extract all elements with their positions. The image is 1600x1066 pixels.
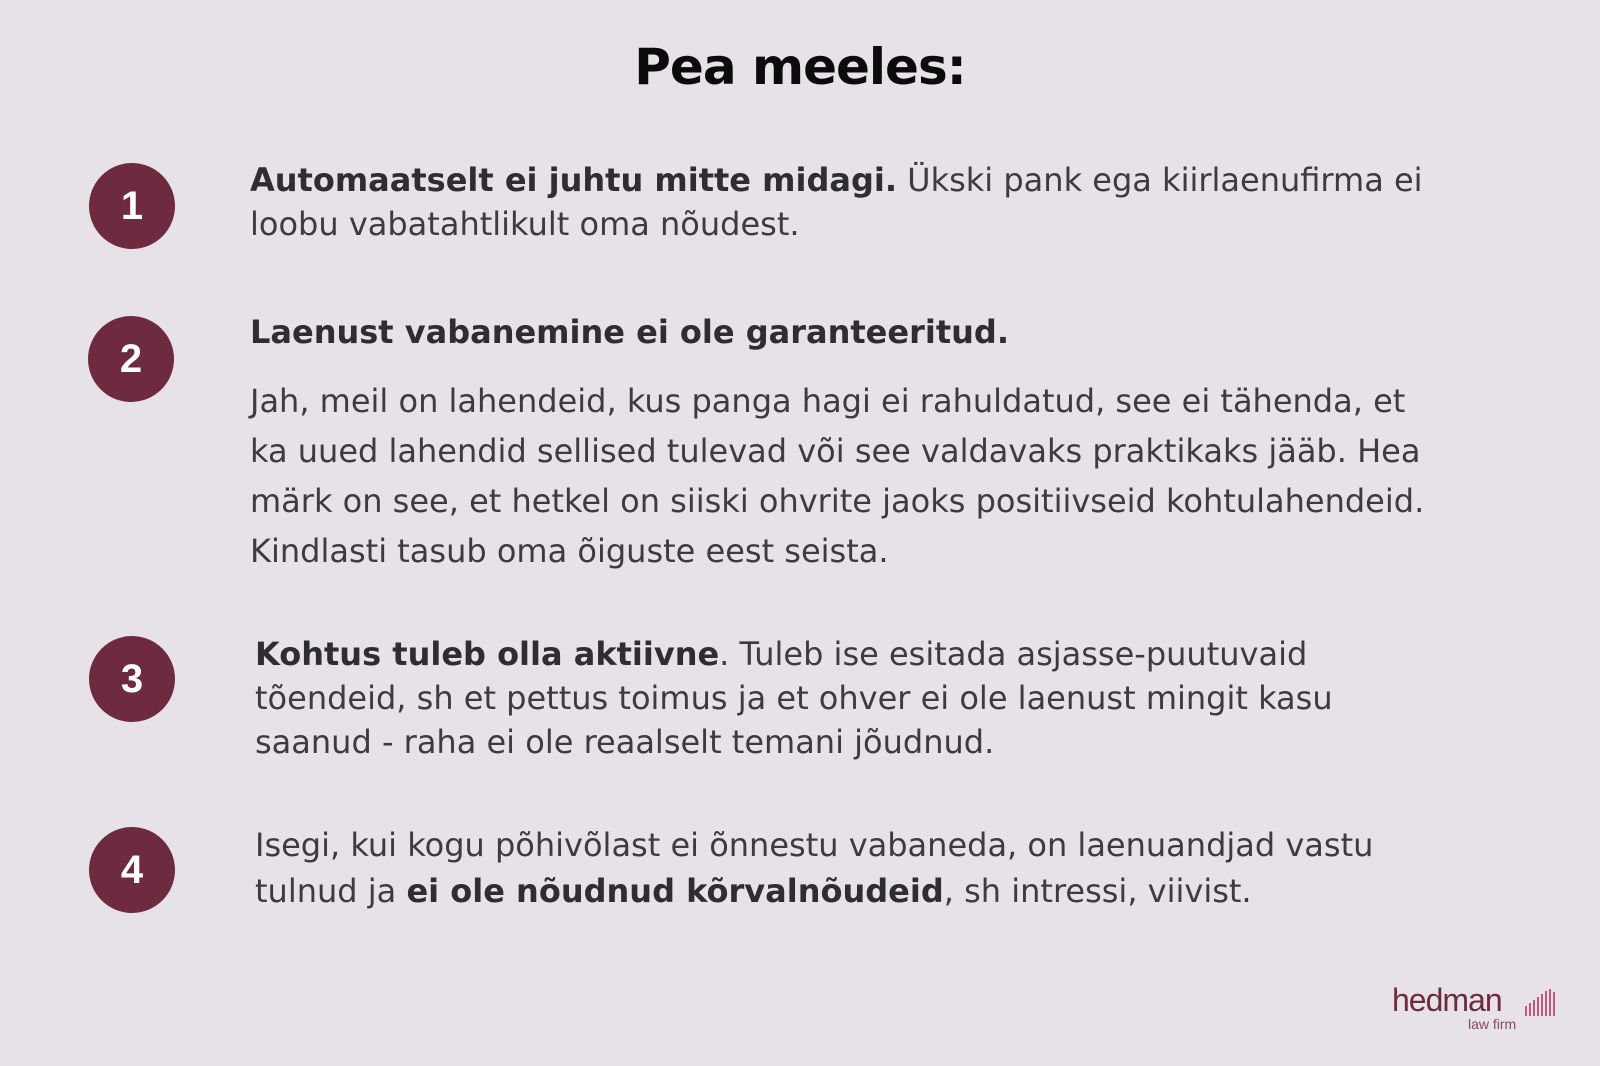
list-item-2: [250, 310, 1430, 576]
item-3-bold: Kohtus tuleb olla aktiivne: [255, 635, 720, 673]
item-4-text-before: Isegi, kui kogu põhivõlast ei õnnestu vabaneda, on laenuandjad vastu tulnud ja: [255, 826, 1374, 910]
item-4-text-after: , sh intressi, viivist.: [943, 872, 1252, 910]
number-badge-3: 3: [89, 636, 175, 722]
item-2-text: Jah, meil on lahendeid, kus panga hagi ei rahuldatud, see ei tähenda, et ka uued lahendid sellised tulevad või see valdavaks praktikaks jääb. Hea märk on see, et hetkel on siiski ohvrite jaoks positiivseid kohtulahendeid. Kindlasti tasub oma õiguste eest seista.: [250, 382, 1425, 570]
page-title: Pea meeles:: [634, 38, 966, 96]
item-3-text: . Tuleb ise esitada asjasse-puutuvaid tõendeid, sh et pettus toimus ja et ohver ei ole laenust mingit kasu saanud - raha ei ole reaalselt temani jõudnud.: [255, 635, 1333, 761]
number-badge-4: 4: [89, 827, 175, 913]
list-item-1: [250, 158, 1430, 246]
item-4-bold: ei ole nõudnud kõrvalnõudeid: [406, 872, 944, 910]
item-1-text: Ükski pank ega kiirlaenufirma ei loobu vabatahtlikult oma nõudest.: [250, 161, 1423, 243]
logo-bars-icon: [1524, 988, 1556, 1016]
item-2-heading: Laenust vabanemine ei ole garanteeritud.: [250, 313, 1009, 351]
number-badge-2: 2: [88, 316, 174, 402]
logo-wordmark: hedman: [1392, 982, 1502, 1018]
item-1-bold: Automaatselt ei juhtu mitte midagi.: [250, 161, 897, 199]
hedman-logo: [1392, 982, 1562, 1036]
logo-subtitle: law firm: [1468, 1016, 1517, 1032]
list-item-3: [255, 632, 1395, 764]
list-item-4: [255, 822, 1395, 914]
number-badge-1: 1: [89, 163, 175, 249]
